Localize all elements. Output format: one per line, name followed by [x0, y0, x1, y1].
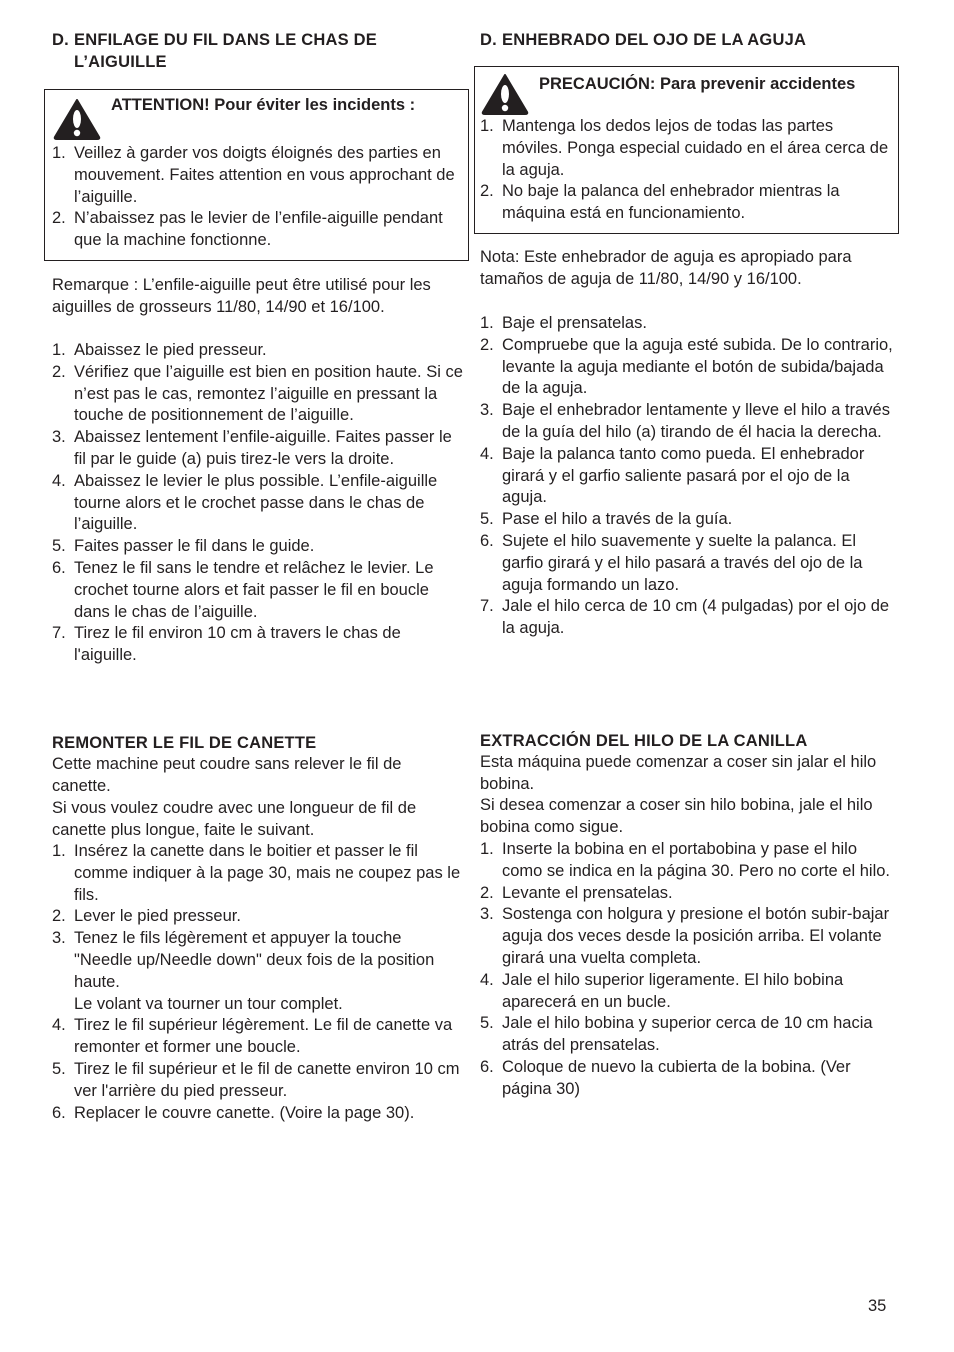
list-item: 7. Jale el hilo cerca de 10 cm (4 pulgadas) por el ojo de la aguja. — [480, 597, 890, 638]
list-item: 1. Inserte la bobina en el portabobina y pase el hilo como se indica en la página 30. Pero no corte el hilo. — [480, 840, 890, 880]
warning-item: 1. Mantenga los dedos lejos de todas las partes móviles. Ponga especial cuidado en el área cerca de la aguja. — [480, 117, 889, 179]
list-item: 3. Tenez le fils légèrement et appuyer la touche "Needle up/Needle down" deux fois de la position haute. Le volant va tourner un tour complet. — [52, 929, 435, 1013]
list-item: 4. Abaissez le levier le plus possible. L’enfile-aiguille tourne alors et le crochet passe dans le chas de l’aiguille. — [52, 471, 438, 534]
list-item: 3. Abaissez lentement l’enfile-aiguille. Faites passer le fil par le guide (a) puis tirez-le vers la droite. — [52, 428, 452, 468]
warning-item: 2. No baje la palanca del enhebrador mientras la máquina está en funcionamiento. — [480, 182, 840, 223]
steps-list-fr — [52, 340, 464, 667]
list-item: 3. Sostenga con holgura y presione el botón subir-bajar aguja dos veces desde la posición arriba. El volante girará una vuelta completa. — [480, 905, 890, 967]
list-item: 5. Pase el hilo a través de la guía. — [480, 510, 733, 529]
page-number: 35 — [868, 1297, 887, 1315]
list-item: 5. Jale el hilo bobina y superior cerca de 10 cm hacia atrás del prensatelas. — [480, 1014, 873, 1055]
list-item: 2. Vérifiez que l’aiguille est bien en position haute. Si ce n’est pas le cas, remontez l’aiguille en pressant la touche de positionnement de l’aiguille. — [52, 362, 463, 425]
note-fr: Remarque : L’enfile-aiguille peut être utilisé pour les aiguilles de grosseurs 11/80, 14/90 et 16/100. — [52, 276, 431, 316]
section2-intro2-fr: Si vous voulez coudre avec une longueur de fil de canette plus longue, faite le suivant. — [52, 799, 417, 839]
section2-intro1-fr: Cette machine peut coudre sans relever le fil de canette. — [52, 755, 402, 795]
list-item: 6. Tenez le fil sans le tendre et relâchez le levier. Le crochet tourne alors et fait passer le fil en boucle dans le chas de l’aiguille. — [52, 558, 434, 621]
section2-steps-fr — [52, 841, 464, 1124]
list-item: 2. Lever le pied presseur. — [52, 907, 241, 926]
warning-list-es — [480, 116, 892, 225]
list-item: 4. Jale el hilo superior ligeramente. El hilo bobina aparecerá en un bucle. — [480, 970, 844, 1011]
list-item: 7. Tirez le fil environ 10 cm à travers le chas de l'aiguille. — [52, 624, 401, 665]
note-es: Nota: Este enhebrador de aguja es apropiado para tamaños de aguja de 11/80, 14/90 y 16/100. — [480, 248, 852, 288]
list-item: 6. Sujete el hilo suavemente y suelte la palanca. El garfio girará y el hilo pasará a través del ojo de la aguja formando un lazo. — [480, 531, 863, 594]
steps-list-es — [480, 313, 898, 640]
warning-title-fr: ATTENTION! Pour éviter les incidents : — [111, 96, 416, 114]
section2-intro2-es: Si desea comenzar a coser sin hilo bobina, jale el hilo bobina como sigue. — [480, 796, 873, 836]
warning-list-fr — [52, 143, 464, 252]
list-item: 6. Replacer le couvre canette. (Voire la page 30). — [52, 1103, 415, 1122]
list-item: 4. Tirez le fil supérieur légèrement. Le fil de canette va remonter et former une boucle. — [52, 1016, 453, 1057]
warning-triangle-icon — [53, 98, 101, 140]
section-heading-fr: D. ENFILAGE DU FIL DANS LE CHAS DE L’AIGUILLE — [52, 31, 377, 71]
list-item: 1. Abaissez le pied presseur. — [52, 341, 267, 359]
list-item: 1. Baje el prensatelas. — [480, 314, 647, 332]
list-item: 5. Faites passer le fil dans le guide. — [52, 537, 315, 556]
list-item: 5. Tirez le fil supérieur et le fil de canette environ 10 cm ver l'arrière du pied presseur. — [52, 1059, 460, 1100]
list-item: 4. Baje la palanca tanto como pueda. El enhebrador girará y el garfio saliente pasará por el ojo de la aguja. — [480, 444, 865, 507]
section2-heading-fr: REMONTER LE FIL DE CANETTE — [52, 734, 317, 752]
list-item: 6. Coloque de nuevo la cubierta de la bobina. (Ver página 30) — [480, 1057, 851, 1098]
section2-heading-es: EXTRACCIÓN DEL HILO DE LA CANILLA — [480, 732, 808, 750]
section-heading-es: D. ENHEBRADO DEL OJO DE LA AGUJA — [480, 31, 807, 49]
section2-intro1-es: Esta máquina puede comenzar a coser sin jalar el hilo bobina. — [480, 753, 877, 793]
list-item: 3. Baje el enhebrador lentamente y lleve el hilo a través de la guía del hilo (a) tirando de él hacia la derecha. — [480, 401, 890, 441]
warning-title-es: PRECAUCIÓN: Para prevenir accidentes — [539, 75, 856, 93]
warning-item: 2. N’abaissez pas le levier de l’enfile-aiguille pendant que la machine fonctionne. — [52, 209, 443, 250]
list-item: 2. Levante el prensatelas. — [480, 883, 673, 902]
list-item: 1. Insérez la canette dans le boitier et passer le fil comme indiquer à la page 30, mais ne coupez pas le fils. — [52, 842, 461, 904]
warning-triangle-icon — [481, 73, 529, 115]
warning-item: 1. Veillez à garder vos doigts éloignés des parties en mouvement. Faites attention en vous approchant de l’aiguille. — [52, 144, 455, 206]
list-item: 2. Compruebe que la aguja esté subida. De lo contrario, levante la aguja mediante el botón de subida/bajada de la aguja. — [480, 335, 893, 398]
section2-steps-es — [480, 839, 892, 1101]
